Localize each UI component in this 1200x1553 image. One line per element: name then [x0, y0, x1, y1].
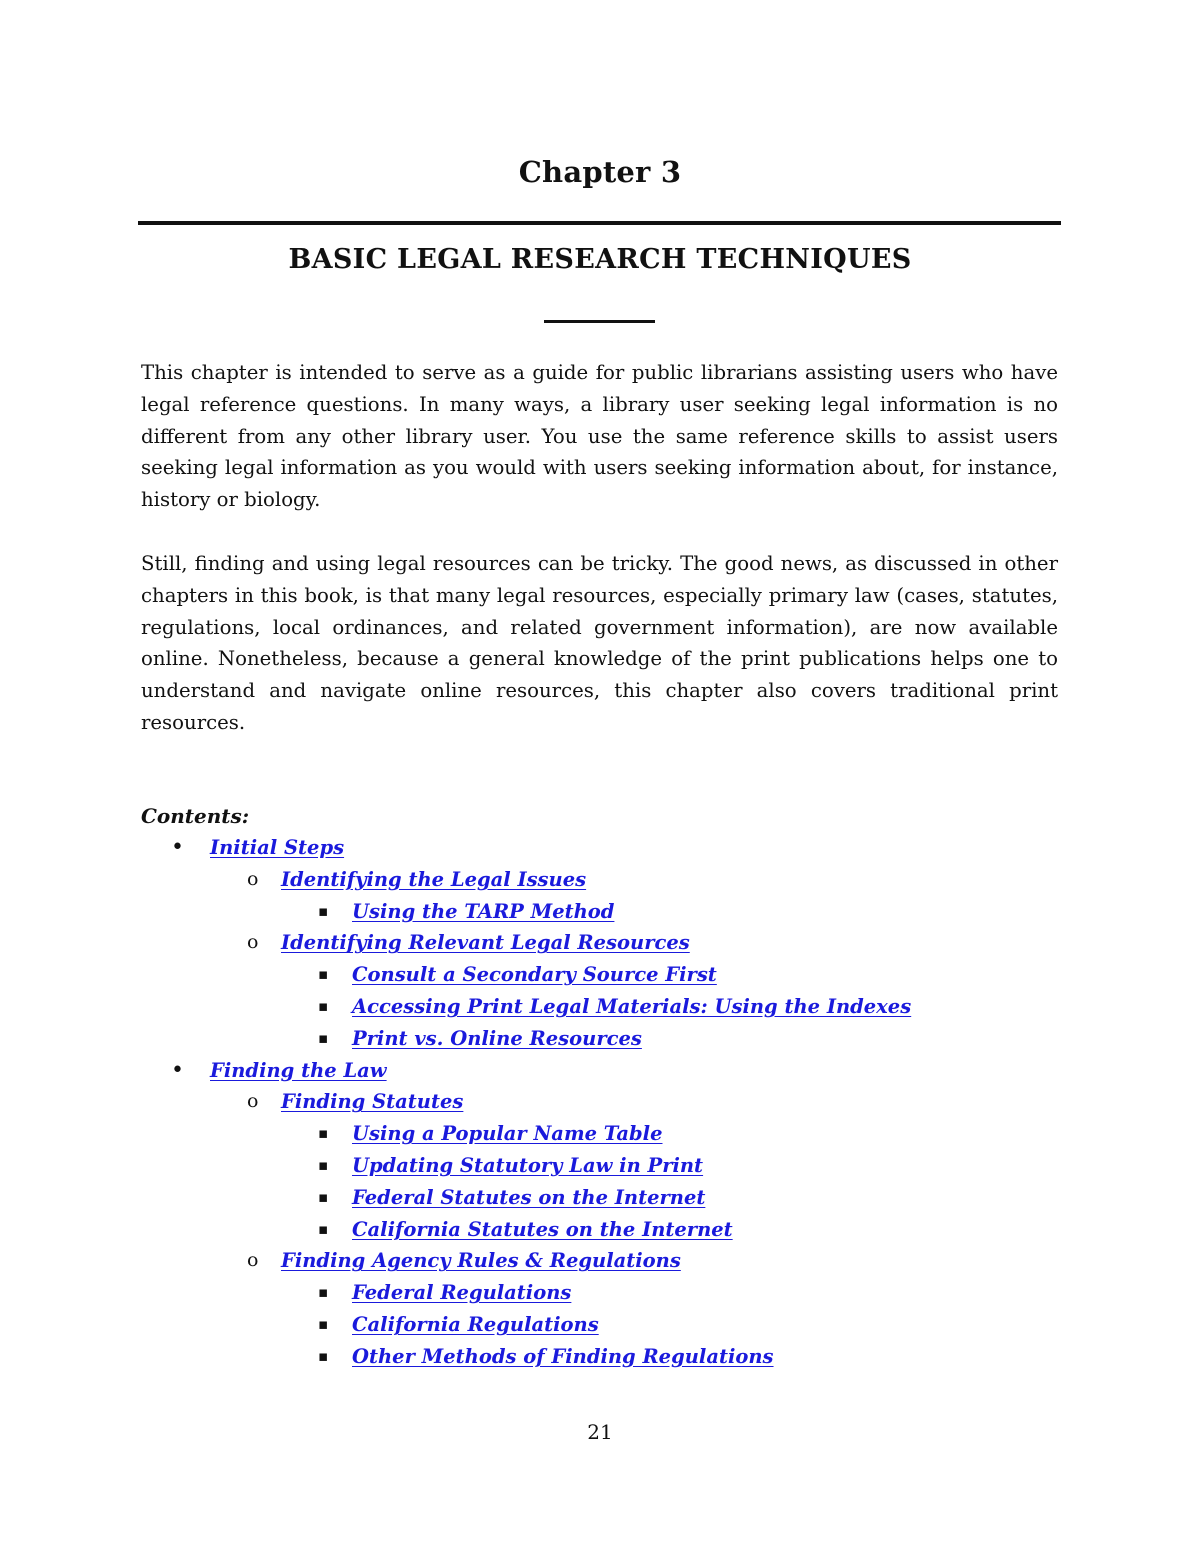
- toc-item-federal-statutes: [141, 1182, 1041, 1214]
- toc-item-initial-steps: [141, 832, 1041, 864]
- toc-link-federal-statutes[interactable]: Federal Statutes on the Internet: [352, 1185, 706, 1209]
- toc-link-california-regulations[interactable]: California Regulations: [352, 1312, 599, 1336]
- contents-label: Contents:: [141, 804, 250, 828]
- toc-item-california-statutes: [141, 1214, 1041, 1246]
- bullet-marker: ▪: [318, 1219, 329, 1238]
- bullet-marker: ▪: [318, 965, 329, 984]
- toc-link-agency-rules[interactable]: Finding Agency Rules & Regulations: [281, 1249, 681, 1273]
- bullet-marker: ▪: [318, 1314, 329, 1333]
- toc-link-federal-regulations[interactable]: Federal Regulations: [352, 1281, 572, 1305]
- bullet-marker: ▪: [318, 1346, 329, 1365]
- bullet-marker: ▪: [318, 1283, 329, 1302]
- bullet-marker: ▪: [318, 996, 329, 1015]
- toc-item-popular-name-table: [141, 1118, 1041, 1150]
- bullet-marker: o: [247, 1249, 259, 1272]
- toc-item-print-indexes: [141, 991, 1041, 1023]
- bullet-marker: ▪: [318, 1155, 329, 1174]
- chapter-title: BASIC LEGAL RESEARCH TECHNIQUES: [288, 244, 912, 275]
- toc-item-agency-rules: [141, 1245, 1041, 1277]
- title-underline-rule: [544, 320, 655, 323]
- bullet-marker: ▪: [318, 1124, 329, 1143]
- toc-link-finding-the-law[interactable]: Finding the Law: [210, 1058, 387, 1082]
- second-paragraph: Still, finding and using legal resources can be tricky. The good news, as discussed in other chapters in this book, is that many legal resources, especially primary law (cases, statutes, regulations, local ordinances, and related government information), are now available online. Nonetheless, because a general knowledge of the print publications helps one to understand and navigate online resources, this chapter also covers traditional print resources.: [141, 552, 1058, 734]
- toc-link-finding-statutes[interactable]: Finding Statutes: [281, 1090, 464, 1114]
- bullet-marker: o: [247, 867, 259, 890]
- toc-item-tarp-method: [141, 896, 1041, 928]
- intro-paragraph: This chapter is intended to serve as a guide for public librarians assisting users who have legal reference questions. In many ways, a library user seeking legal information is no different from any other library user. You use the same reference skills to assist users seeking legal information as you would with users seeking information about, for instance, history or biology.: [141, 361, 1058, 512]
- toc-link-tarp-method[interactable]: Using the TARP Method: [352, 899, 615, 923]
- page-number: 21: [587, 1420, 613, 1444]
- bullet-marker: o: [247, 931, 259, 954]
- bullet-marker: •: [171, 1057, 184, 1083]
- toc-link-identifying-legal-issues[interactable]: Identifying the Legal Issues: [281, 867, 587, 891]
- toc-item-other-methods: [141, 1341, 1041, 1373]
- toc-item-print-vs-online: [141, 1023, 1041, 1055]
- bullet-marker: ▪: [318, 1187, 329, 1206]
- bullet-marker: o: [247, 1090, 259, 1113]
- bullet-marker: ▪: [318, 901, 329, 920]
- toc-link-initial-steps[interactable]: Initial Steps: [210, 836, 345, 859]
- toc-link-california-statutes[interactable]: California Statutes on the Internet: [352, 1217, 733, 1241]
- toc-item-federal-regulations: [141, 1277, 1041, 1309]
- toc-item-finding-the-law: [141, 1055, 1041, 1087]
- toc-link-print-indexes[interactable]: Accessing Print Legal Materials: Using the Indexes: [352, 994, 912, 1018]
- toc-link-popular-name-table[interactable]: Using a Popular Name Table: [352, 1122, 663, 1146]
- toc-link-relevant-legal-resources[interactable]: Identifying Relevant Legal Resources: [281, 931, 690, 955]
- table-of-contents: [141, 800, 1041, 1373]
- chapter-number: Chapter 3: [518, 155, 682, 189]
- chapter-rule: [138, 221, 1061, 225]
- toc-link-other-methods[interactable]: Other Methods of Finding Regulations: [352, 1344, 774, 1368]
- toc-link-updating-statutory-law[interactable]: Updating Statutory Law in Print: [352, 1153, 704, 1177]
- toc-item-relevant-legal-resources: [141, 927, 1041, 959]
- bullet-marker: •: [171, 835, 184, 860]
- toc-item-identifying-legal-issues: [141, 864, 1041, 896]
- toc-link-print-vs-online[interactable]: Print vs. Online Resources: [352, 1026, 642, 1050]
- toc-item-updating-statutory-law: [141, 1150, 1041, 1182]
- bullet-marker: ▪: [318, 1028, 329, 1047]
- toc-link-secondary-source[interactable]: Consult a Secondary Source First: [352, 963, 717, 987]
- toc-item-california-regulations: [141, 1309, 1041, 1341]
- toc-item-finding-statutes: [141, 1086, 1041, 1118]
- toc-item-secondary-source: [141, 959, 1041, 991]
